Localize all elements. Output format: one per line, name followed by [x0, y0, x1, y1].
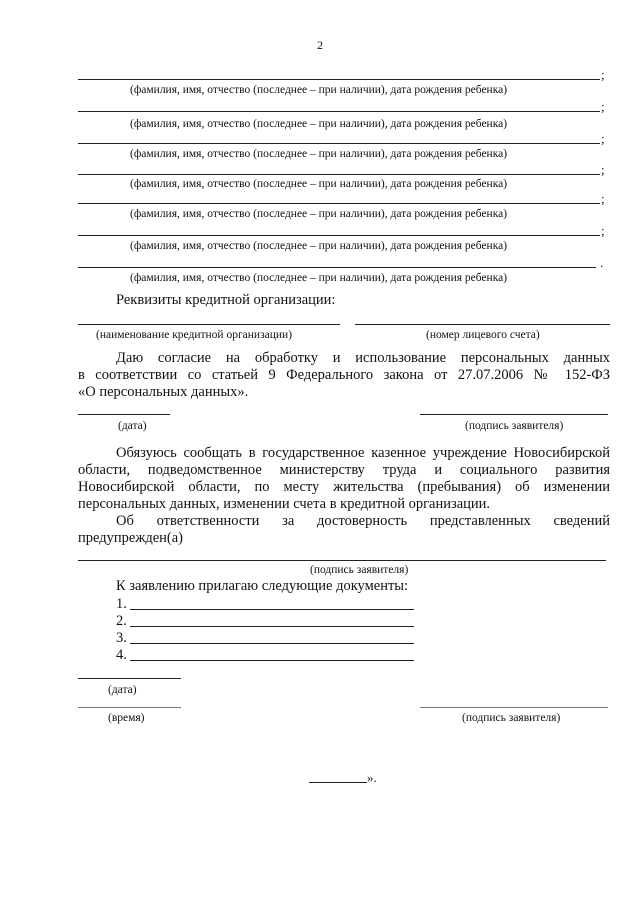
child-3-end: ; — [601, 131, 605, 146]
closing-text: ». — [367, 770, 377, 785]
child-4-caption: (фамилия, имя, отчество (последнее – при наличии), дата рождения ребенка) — [130, 178, 508, 190]
attachments-heading: К заявлению прилагаю следующие документы: — [116, 578, 409, 594]
footer-time-line[interactable] — [78, 707, 181, 708]
consent-date-line[interactable] — [78, 414, 170, 415]
child-7-end: . — [600, 255, 604, 270]
liability-signature-line[interactable] — [78, 560, 606, 561]
consent-line-2: в соответствии со статьей 9 Федерального закона от 27.07.2006 № 152-ФЗ — [78, 367, 610, 383]
footer-date-line[interactable] — [78, 678, 181, 679]
footer-date-caption: (дата) — [108, 684, 137, 696]
consent-line-1: Даю согласие на обработку и использование персональных данных — [116, 350, 610, 366]
attachment-3-line[interactable] — [130, 643, 414, 644]
consent-date-caption: (дата) — [118, 420, 147, 432]
child-4-line[interactable] — [78, 174, 600, 175]
obligation-line-4: персональных данных, изменении счета в кредитной организации. — [78, 496, 491, 512]
consent-signature-caption: (подпись заявителя) — [465, 420, 564, 432]
obligation-line-3: Новосибирской области, по месту жительства (пребывания) об изменении — [78, 479, 610, 495]
attachment-1-line[interactable] — [130, 609, 414, 610]
liability-line-1: Об ответственности за достоверность представленных сведений — [116, 513, 610, 529]
child-2-line[interactable] — [78, 111, 600, 112]
obligation-line-1: Обязуюсь сообщать в государственное казенное учреждение Новосибирской — [116, 445, 610, 461]
consent-signature-line[interactable] — [420, 414, 608, 415]
liability-signature-caption: (подпись заявителя) — [310, 564, 409, 576]
child-6-caption: (фамилия, имя, отчество (последнее – при наличии), дата рождения ребенка) — [130, 240, 508, 252]
attachment-2-number: 2. — [116, 613, 127, 629]
page-number: 2 — [317, 38, 323, 52]
attachment-4-number: 4. — [116, 647, 127, 663]
child-6-line[interactable] — [78, 235, 600, 236]
child-5-line[interactable] — [78, 203, 600, 204]
bank-name-caption: (наименование кредитной организации) — [96, 329, 293, 341]
bank-account-line[interactable] — [355, 324, 610, 325]
bank-heading: Реквизиты кредитной организации: — [116, 292, 336, 308]
bank-account-caption: (номер лицевого счета) — [426, 329, 540, 341]
child-3-caption: (фамилия, имя, отчество (последнее – при наличии), дата рождения ребенка) — [130, 148, 508, 160]
attachment-4-line[interactable] — [130, 660, 414, 661]
obligation-line-2: области, подведомственное министерству труда и социального развития — [78, 462, 610, 478]
closing-line[interactable] — [309, 782, 367, 783]
attachment-3-number: 3. — [116, 630, 127, 646]
child-5-end: ; — [601, 191, 605, 206]
footer-time-caption: (время) — [108, 712, 145, 724]
child-2-end: ; — [601, 99, 605, 114]
bank-name-line[interactable] — [78, 324, 340, 325]
child-4-end: ; — [601, 162, 605, 177]
footer-signature-caption: (подпись заявителя) — [462, 712, 561, 724]
child-1-caption: (фамилия, имя, отчество (последнее – при наличии), дата рождения ребенка) — [130, 84, 508, 96]
child-3-line[interactable] — [78, 143, 600, 144]
child-2-caption: (фамилия, имя, отчество (последнее – при наличии), дата рождения ребенка) — [130, 118, 508, 130]
child-6-end: ; — [601, 223, 605, 238]
consent-line-3: «О персональных данных». — [78, 384, 249, 400]
child-7-caption: (фамилия, имя, отчество (последнее – при наличии), дата рождения ребенка) — [130, 272, 508, 284]
attachment-1-number: 1. — [116, 596, 127, 612]
child-5-caption: (фамилия, имя, отчество (последнее – при наличии), дата рождения ребенка) — [130, 208, 508, 220]
child-1-end: ; — [601, 67, 605, 82]
child-1-line[interactable] — [78, 79, 600, 80]
child-7-line[interactable] — [78, 267, 596, 268]
footer-signature-line[interactable] — [420, 707, 608, 708]
attachment-2-line[interactable] — [130, 626, 414, 627]
liability-line-2: предупрежден(а) — [78, 530, 184, 546]
